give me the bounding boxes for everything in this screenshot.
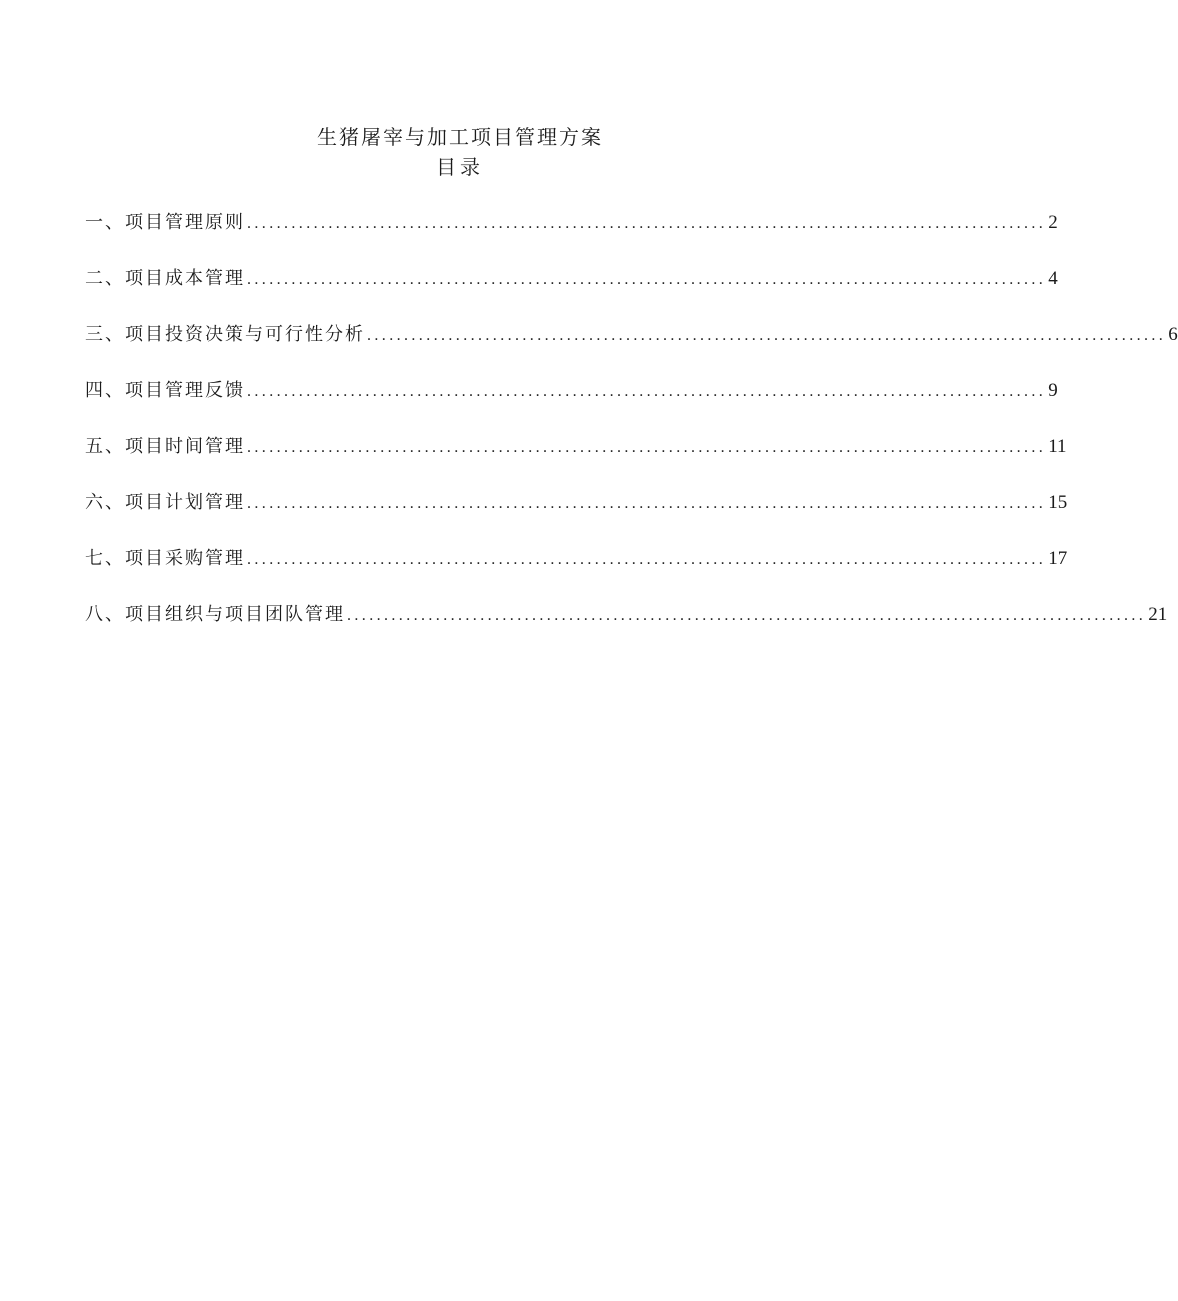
toc-dot-leader: ............................................................................................................ [247,495,1047,512]
toc-page-number: 11 [1048,436,1067,457]
toc-entry-label: 五、项目时间管理 [85,436,245,457]
toc-entry-label: 四、项目管理反馈 [85,380,245,401]
toc-entry-3[interactable] [85,321,1178,349]
toc-page-number: 2 [1048,212,1058,233]
toc-dot-leader: ............................................................................................................ [247,215,1047,232]
toc-page-number: 6 [1168,324,1178,345]
toc-entry-1[interactable] [85,209,1058,237]
toc-entry-7[interactable] [85,545,1068,573]
toc-entry-4[interactable] [85,377,1058,405]
toc-heading: 目录 [436,155,484,179]
toc-page-number: 17 [1048,548,1068,569]
toc-entry-label: 八、项目组织与项目团队管理 [85,604,345,625]
toc-dot-leader: ............................................................................................................ [367,327,1167,344]
toc-dot-leader: ............................................................................................................ [247,551,1047,568]
toc-entry-label: 二、项目成本管理 [85,268,245,289]
toc-dot-leader: ............................................................................................................ [247,383,1047,400]
toc-page-number: 21 [1148,604,1168,625]
toc-entry-2[interactable] [85,265,1058,293]
toc-entry-8[interactable] [85,601,1168,629]
toc-page-number: 4 [1048,268,1058,289]
toc-dot-leader: ............................................................................................................ [247,439,1047,456]
toc-dot-leader: ............................................................................................................ [347,607,1147,624]
toc-entry-label: 一、项目管理原则 [85,212,245,233]
toc-entry-6[interactable] [85,489,1068,517]
toc-page-number: 9 [1048,380,1058,401]
toc-entry-label: 三、项目投资决策与可行性分析 [85,324,365,345]
document-title: 生猪屠宰与加工项目管理方案 [317,125,603,149]
toc-entry-label: 六、项目计划管理 [85,492,245,513]
toc-entry-5[interactable] [85,433,1067,461]
toc-dot-leader: ............................................................................................................ [247,271,1047,288]
toc-page-number: 15 [1048,492,1068,513]
toc-entry-label: 七、项目采购管理 [85,548,245,569]
